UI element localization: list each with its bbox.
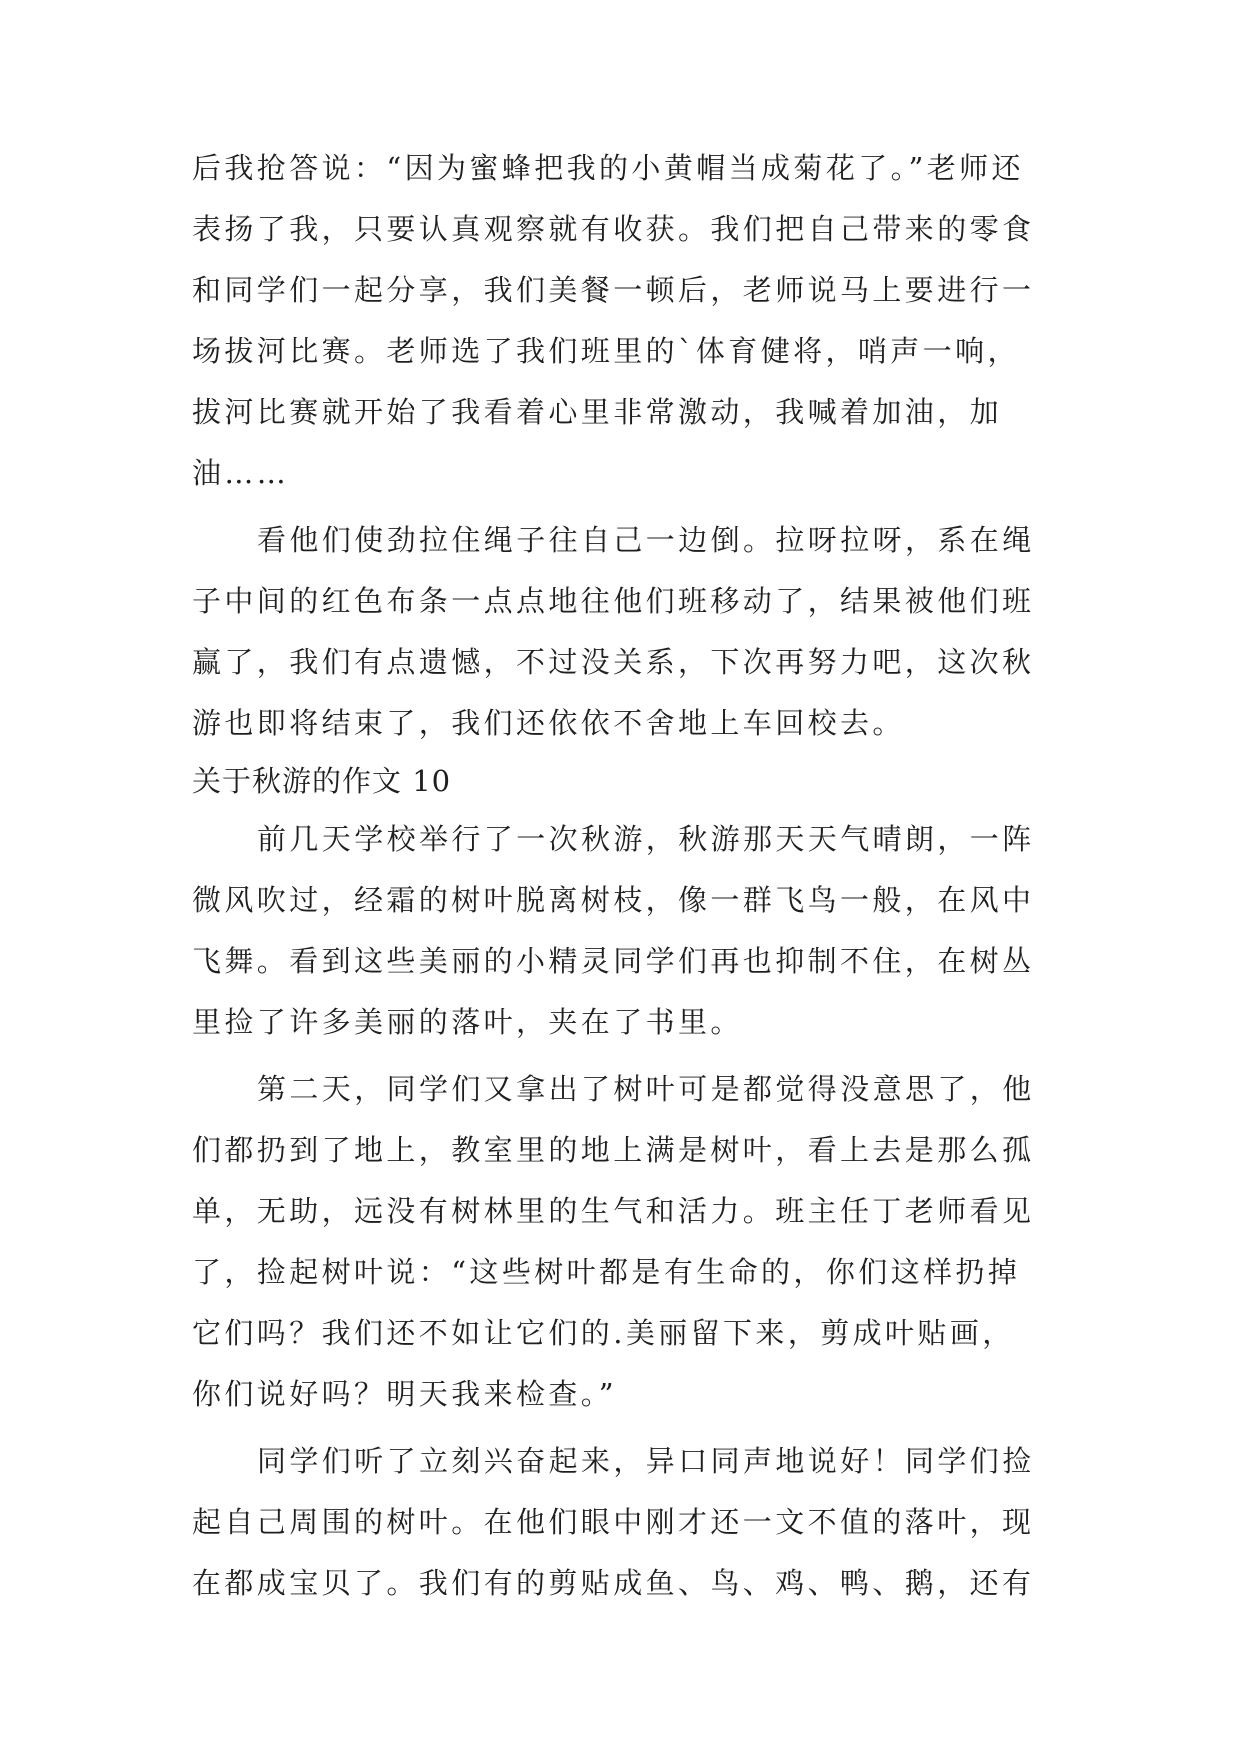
text-line: 飞舞。看到这些美丽的小精灵同学们再也抑制不住，在树丛 <box>192 944 1035 978</box>
text-line: 了，捡起树叶说：“这些树叶都是有生命的，你们这样扔掉 <box>192 1255 1021 1289</box>
paragraph-leaf-crafts <box>192 1431 1052 1614</box>
essay-heading: 关于秋游的作文 10 <box>192 764 452 798</box>
text-line: 和同学们一起分享，我们美餐一顿后，老师说马上要进行一 <box>192 273 1035 307</box>
paragraph-next-day <box>192 1059 1052 1425</box>
text-line: 表扬了我，只要认真观察就有收获。我们把自己带来的零食 <box>192 212 1035 246</box>
text-line: 它们吗？我们还不如让它们的.美丽留下来，剪成叶贴画， <box>192 1316 1015 1350</box>
text-line: 赢了，我们有点遗憾，不过没关系，下次再努力吧，这次秋 <box>192 645 1035 679</box>
text-line: 们都扔到了地上，教室里的地上满是树叶，看上去是那么孤 <box>192 1133 1035 1167</box>
text-line: 微风吹过，经霜的树叶脱离树枝，像一群飞鸟一般，在风中 <box>192 883 1035 917</box>
text-line: 油…… <box>192 456 290 490</box>
text-line: 同学们听了立刻兴奋起来，异口同声地说好！同学们捡 <box>257 1444 1035 1478</box>
text-line: 第二天，同学们又拿出了树叶可是都觉得没意思了，他 <box>257 1072 1035 1106</box>
text-line: 游也即将结束了，我们还依依不舍地上车回校去。 <box>192 706 905 740</box>
document-body <box>192 138 1052 1614</box>
text-line: 起自己周围的树叶。在他们眼中刚才还一文不值的落叶，现 <box>192 1505 1035 1539</box>
paragraph-autumn-outing <box>192 809 1052 1053</box>
text-line: 后我抢答说：“因为蜜蜂把我的小黄帽当成菊花了。”老师还 <box>192 151 1024 185</box>
text-line: 子中间的红色布条一点点地往他们班移动了，结果被他们班 <box>192 584 1035 618</box>
text-line: 单，无助，远没有树林里的生气和活力。班主任丁老师看见 <box>192 1194 1035 1228</box>
text-line: 里捡了许多美丽的落叶，夹在了书里。 <box>192 1005 743 1039</box>
text-line: 前几天学校举行了一次秋游，秋游那天天气晴朗，一阵 <box>257 822 1035 856</box>
text-line: 在都成宝贝了。我们有的剪贴成鱼、鸟、鸡、鸭、鹅，还有 <box>192 1566 1035 1600</box>
text-line: 拔河比赛就开始了我看着心里非常激动，我喊着加油，加 <box>192 395 1003 429</box>
text-line: 场拔河比赛。老师选了我们班里的`体育健将，哨声一响， <box>192 334 1020 368</box>
text-line: 你们说好吗？明天我来检查。” <box>192 1377 617 1411</box>
text-line: 看他们使劲拉住绳子往自己一边倒。拉呀拉呀，系在绳 <box>257 523 1035 557</box>
paragraph-tug-of-war <box>192 510 1052 754</box>
paragraph-continuation <box>192 138 1052 504</box>
